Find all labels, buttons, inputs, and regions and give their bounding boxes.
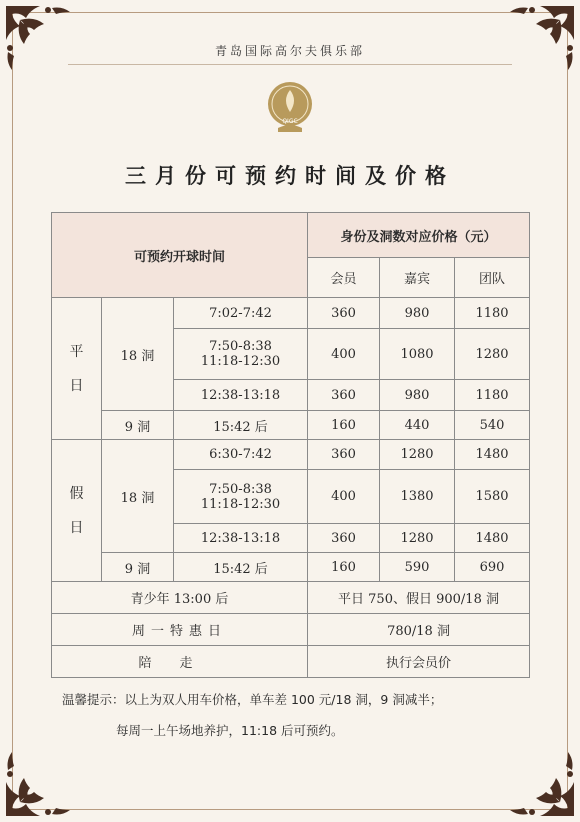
table-row [52, 646, 530, 678]
tee-time: 15:42 后 [174, 411, 308, 440]
tee-time-line: 7:50-8:38 [209, 481, 272, 497]
club-name: 青岛国际高尔夫俱乐部 [214, 44, 365, 58]
price-guest: 1280 [380, 524, 455, 553]
table-row [52, 411, 530, 440]
price-member: 360 [308, 298, 380, 329]
table-row [52, 440, 530, 470]
walking-price: 执行会员价 [308, 646, 530, 678]
price-member: 360 [308, 380, 380, 411]
note-line: 每周一上午场地养护，11:18 后可预约。 [116, 723, 344, 738]
holiday-holes-18: 18 洞 [102, 440, 174, 553]
tee-time [174, 470, 308, 524]
note-line: 温馨提示：以上为双人用车价格，单车差 100 元/18 洞，9 洞减半； [62, 692, 443, 707]
header-tee-time: 可预约开球时间 [52, 213, 308, 298]
page-title: 三月份可预约时间及价格 [125, 163, 455, 188]
corner-ornament-icon [0, 736, 86, 822]
holiday-holes-9: 9 洞 [102, 553, 174, 582]
table-row [52, 614, 530, 646]
tee-time: 12:38-13:18 [174, 524, 308, 553]
price-guest: 1080 [380, 329, 455, 380]
weekday-label-char: 日 [69, 377, 84, 394]
price-team: 1480 [455, 440, 530, 470]
price-member: 160 [308, 553, 380, 582]
header-divider [68, 64, 512, 65]
price-member: 360 [308, 524, 380, 553]
tee-time-line: 7:50-8:38 [209, 339, 272, 354]
tee-time: 15:42 后 [174, 553, 308, 582]
holiday-label [52, 440, 102, 582]
holiday-label-char: 假 [69, 485, 84, 502]
price-guest: 980 [380, 298, 455, 329]
price-member: 360 [308, 440, 380, 470]
tee-time [174, 329, 308, 380]
club-logo-icon [260, 78, 320, 138]
price-member: 400 [308, 470, 380, 524]
logo-text: QIGC [282, 118, 298, 125]
header-price-group: 身份及洞数对应价格（元） [308, 213, 530, 258]
table-row [52, 553, 530, 582]
youth-label: 青少年 13:00 后 [52, 582, 308, 614]
tee-time: 12:38-13:18 [174, 380, 308, 411]
table-row [52, 298, 530, 329]
monday-special-price: 780/18 洞 [308, 614, 530, 646]
table-row [52, 582, 530, 614]
price-team: 690 [455, 553, 530, 582]
price-team: 1180 [455, 298, 530, 329]
price-team: 540 [455, 411, 530, 440]
header-guest: 嘉宾 [380, 258, 455, 298]
tee-time: 7:02-7:42 [174, 298, 308, 329]
price-guest: 440 [380, 411, 455, 440]
price-guest: 980 [380, 380, 455, 411]
price-member: 160 [308, 411, 380, 440]
tee-time-line: 11:18-12:30 [200, 496, 281, 512]
price-guest: 1280 [380, 440, 455, 470]
tee-time: 6:30-7:42 [174, 440, 308, 470]
walking-label: 陪走 [52, 646, 308, 678]
corner-ornament-icon [494, 736, 580, 822]
price-guest: 1380 [380, 470, 455, 524]
weekday-holes-9: 9 洞 [102, 411, 174, 440]
tee-time-line: 11:18-12:30 [200, 354, 281, 369]
price-team: 1480 [455, 524, 530, 553]
weekday-label-char: 平 [69, 343, 84, 360]
monday-special-label: 周一特惠日 [52, 614, 308, 646]
header-member: 会员 [308, 258, 380, 298]
price-team: 1580 [455, 470, 530, 524]
weekday-holes-18: 18 洞 [102, 298, 174, 411]
price-guest: 590 [380, 553, 455, 582]
price-table [51, 212, 530, 678]
youth-price: 平日 750、假日 900/18 洞 [308, 582, 530, 614]
header-team: 团队 [455, 258, 530, 298]
club-logo [260, 78, 320, 138]
price-member: 400 [308, 329, 380, 380]
price-team: 1180 [455, 380, 530, 411]
price-team: 1280 [455, 329, 530, 380]
holiday-label-char: 日 [69, 519, 84, 536]
weekday-label [52, 298, 102, 440]
